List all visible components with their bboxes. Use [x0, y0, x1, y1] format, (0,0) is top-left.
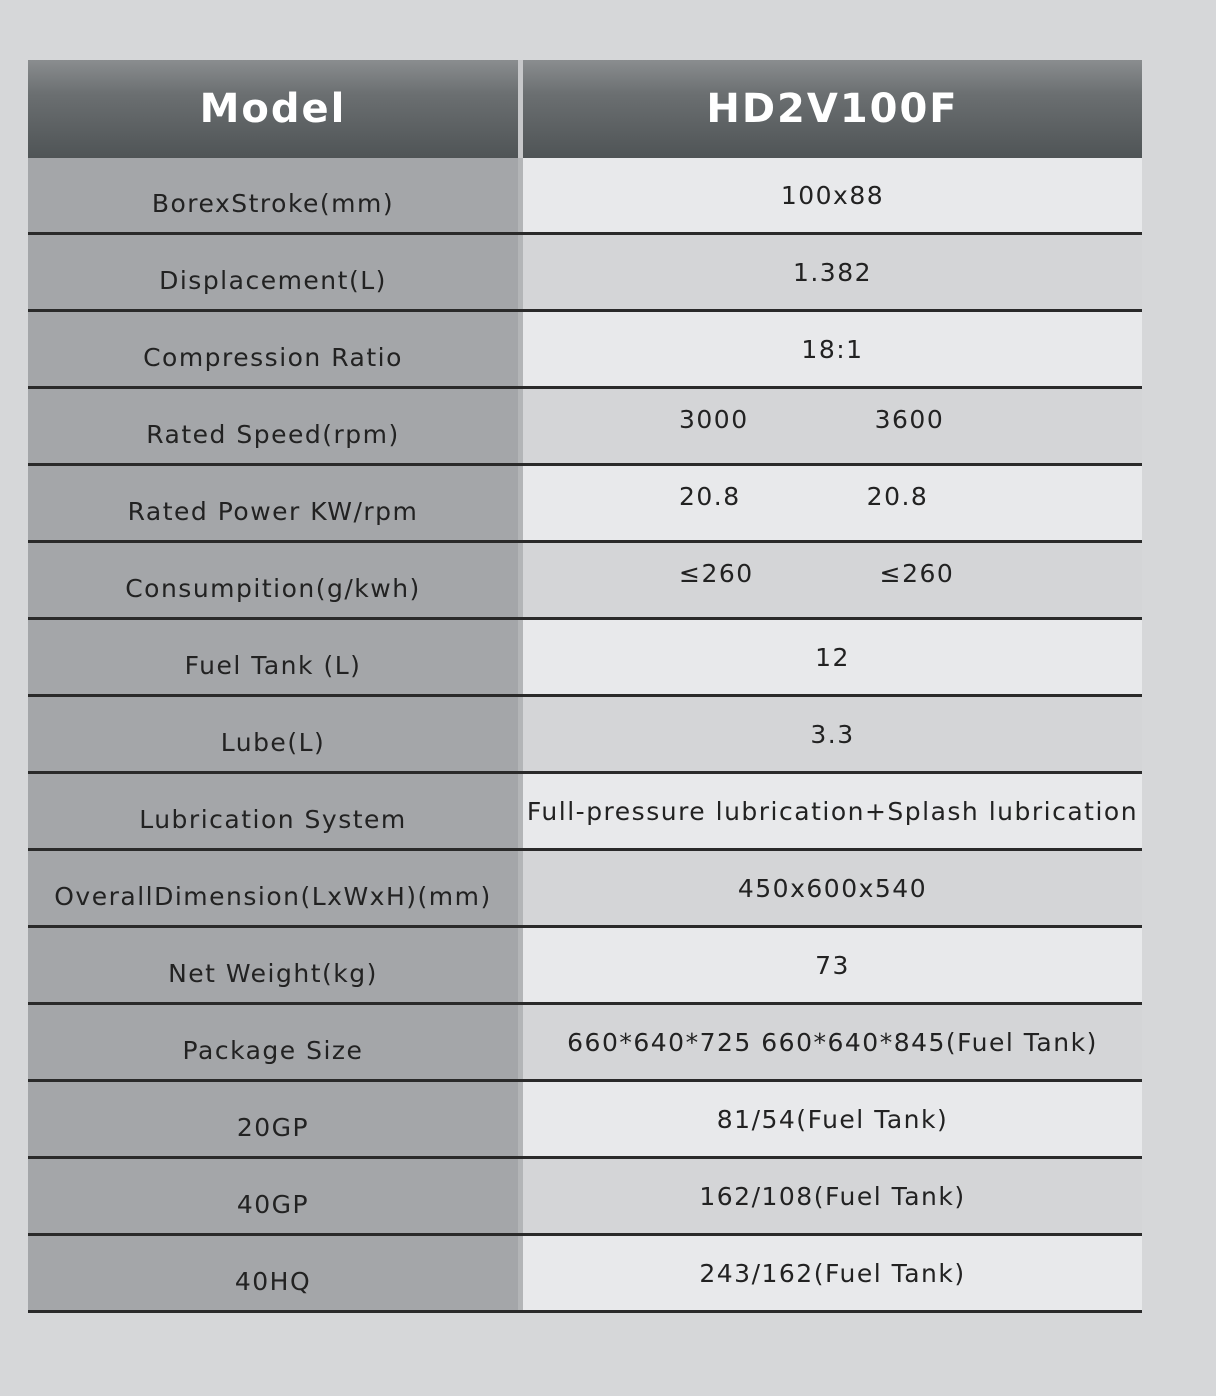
spec-rows	[28, 158, 1142, 1313]
table-row	[28, 158, 1142, 235]
table-row	[28, 1159, 1142, 1236]
row-value: 73	[523, 928, 1142, 1002]
table-row	[28, 620, 1142, 697]
header-model-label: Model	[28, 60, 518, 158]
row-label: Rated Power KW/rpm	[28, 466, 518, 540]
value-3000rpm: 20.8	[679, 481, 741, 511]
header-model-value: HD2V100F	[523, 60, 1142, 158]
row-value-split	[523, 389, 1142, 463]
row-label: Displacement(L)	[28, 235, 518, 309]
row-value: 100x88	[523, 158, 1142, 232]
row-value-split	[523, 543, 1142, 617]
table-row	[28, 851, 1142, 928]
row-label: Consumpition(g/kwh)	[28, 543, 518, 617]
value-3600rpm: 3600	[874, 404, 945, 434]
row-label: Package Size	[28, 1005, 518, 1079]
row-label: Lube(L)	[28, 697, 518, 771]
table-row	[28, 389, 1142, 466]
table-row	[28, 466, 1142, 543]
row-value: 3.3	[523, 697, 1142, 771]
row-value: Full-pressure lubrication+Splash lubrication	[523, 774, 1142, 848]
row-label: OverallDimension(LxWxH)(mm)	[28, 851, 518, 925]
table-row	[28, 543, 1142, 620]
row-label: Rated Speed(rpm)	[28, 389, 518, 463]
row-value: 18:1	[523, 312, 1142, 386]
row-label: Lubrication System	[28, 774, 518, 848]
table-row	[28, 235, 1142, 312]
row-label: 20GP	[28, 1082, 518, 1156]
row-label: Fuel Tank (L)	[28, 620, 518, 694]
table-row	[28, 697, 1142, 774]
row-value: 660*640*725 660*640*845(Fuel Tank)	[523, 1005, 1142, 1079]
spec-table	[28, 60, 1142, 1313]
table-row	[28, 774, 1142, 851]
row-label: Net Weight(kg)	[28, 928, 518, 1002]
table-row	[28, 1005, 1142, 1082]
value-3000rpm: 3000	[679, 404, 749, 434]
row-value: 81/54(Fuel Tank)	[523, 1082, 1142, 1156]
row-value: 1.382	[523, 235, 1142, 309]
table-header	[28, 60, 1142, 158]
table-row	[28, 1082, 1142, 1159]
row-value: 450x600x540	[523, 851, 1142, 925]
value-3000rpm: ≤260	[679, 558, 754, 588]
row-value: 243/162(Fuel Tank)	[523, 1236, 1142, 1310]
row-label: 40HQ	[28, 1236, 518, 1310]
row-label: Compression Ratio	[28, 312, 518, 386]
table-row	[28, 312, 1142, 389]
table-row	[28, 1236, 1142, 1313]
row-label: 40GP	[28, 1159, 518, 1233]
value-3600rpm: 20.8	[866, 481, 929, 511]
row-value: 12	[523, 620, 1142, 694]
value-3600rpm: ≤260	[879, 558, 955, 588]
row-value: 162/108(Fuel Tank)	[523, 1159, 1142, 1233]
table-row	[28, 928, 1142, 1005]
row-value-split	[523, 466, 1142, 540]
row-label: BorexStroke(mm)	[28, 158, 518, 232]
